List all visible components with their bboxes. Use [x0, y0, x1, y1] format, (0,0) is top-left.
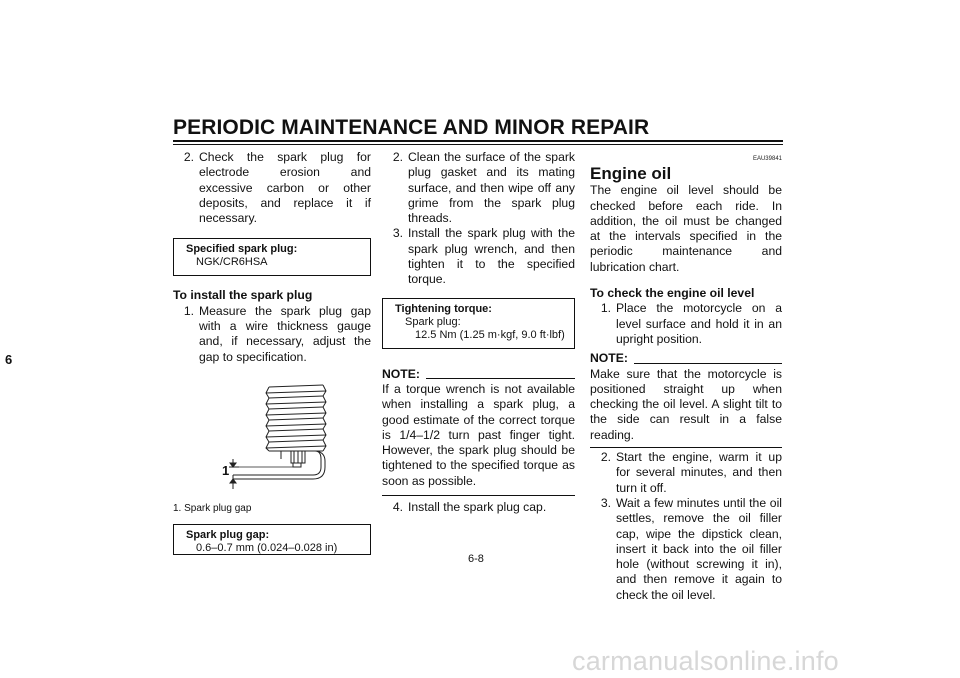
section-title: Engine oil	[590, 164, 672, 184]
page-number: 6-8	[468, 553, 484, 565]
step-text: Install the spark plug cap.	[408, 500, 547, 515]
step-text: Place the motorcycle on a level surface and hold it in an upright position.	[616, 301, 782, 346]
spark-plug-figure	[173, 371, 371, 489]
page-header-title: PERIODIC MAINTENANCE AND MINOR REPAIR	[173, 116, 650, 139]
spec-box-spark-plug	[173, 238, 371, 276]
step-text: Measure the spark plug gap with a wire thickness gauge and, if necessary, adjust the gap to specification.	[199, 303, 371, 364]
chapter-tab-number: 6	[5, 352, 13, 367]
note-header	[590, 351, 782, 366]
step-number: 3.	[392, 226, 403, 241]
step-number: 1.	[183, 303, 194, 318]
note-rule	[426, 378, 575, 379]
note-rule	[634, 363, 782, 364]
step-text: Clean the surface of the spark plug gasket and its mating surface, and then wipe off any grime from the spark plug threads.	[408, 150, 575, 226]
figure-callout-1: 1	[222, 462, 230, 478]
spark-plug-gap-illustration	[173, 371, 371, 489]
step-text: Wait a few minutes until the oil settles, remove the oil filler cap, wipe the dipstick clean, insert it back into the oil filler hole (without screwing it in), and then remove it again to check the oil level.	[616, 495, 782, 602]
column-left	[173, 150, 371, 555]
note-body: If a torque wrench is not available when installing a spark plug, a good estimate of the correct torque is 1/4–1/2 turn past finger tight. However, the spark plug should be tightened to the specified torque as soon as possible.	[382, 382, 575, 496]
step-number: 2.	[183, 150, 194, 164]
step-place-motorcycle	[590, 301, 782, 347]
step-measure-gap	[173, 304, 371, 365]
column-right	[590, 150, 782, 603]
section-code: EAU39841	[752, 156, 782, 162]
section-intro: The engine oil level should be checked before each ride. In addition, the oil must be changed at the intervals specified in the periodic maintenance and lubrication chart.	[590, 183, 782, 274]
figure-caption: 1. Spark plug gap	[173, 502, 252, 514]
spec-box-title: Spark plug gap:	[186, 528, 270, 541]
spec-box-title: Specified spark plug:	[186, 243, 298, 256]
install-heading: To install the spark plug	[173, 288, 313, 303]
step-number: 1.	[600, 301, 611, 316]
step-text: Start the engine, warm it up for several minutes, and then turn it off.	[616, 450, 782, 495]
spec-box-value: 12.5 Nm (1.25 m·kgf, 9.0 ft·lbf)	[415, 328, 565, 341]
spec-box-value: NGK/CR6HSA	[196, 256, 268, 269]
spec-box-value: 0.6–0.7 mm (0.024–0.028 in)	[196, 541, 338, 554]
header-rule-thin	[173, 144, 783, 145]
note-header	[382, 367, 575, 382]
watermark-text: carmanualsonline.info	[572, 646, 839, 676]
column-middle	[382, 150, 575, 515]
step-number: 2.	[392, 150, 403, 164]
note-label: NOTE:	[590, 351, 628, 366]
step-start-engine	[590, 450, 782, 496]
note-label: NOTE:	[382, 366, 420, 381]
spec-box-line: Spark plug:	[405, 315, 461, 328]
step-check-dipstick	[590, 496, 782, 603]
check-heading: To check the engine oil level	[590, 286, 755, 301]
step-number: 2.	[600, 450, 611, 465]
step-install-plug	[382, 226, 575, 287]
spec-box-gap	[173, 524, 371, 555]
step-text: Check the spark plug for electrode erosion and excessive carbon or other deposits, and replace it if necessary.	[199, 150, 371, 226]
step-install-cap	[382, 500, 575, 515]
step-check-spark-plug	[173, 150, 371, 226]
note-body: Make sure that the motorcycle is positioned straight up when checking the oil level. A slight tilt to the side can result in a false reading.	[590, 367, 782, 448]
step-clean-gasket	[382, 150, 575, 226]
step-number: 3.	[600, 495, 611, 510]
spec-box-title: Tightening torque:	[395, 302, 492, 315]
header-rule-thick	[173, 140, 783, 142]
step-text: Install the spark plug with the spark plug wrench, and then tighten it to the specified torque.	[408, 226, 575, 287]
step-number: 4.	[392, 500, 403, 515]
spec-box-torque	[382, 298, 575, 349]
